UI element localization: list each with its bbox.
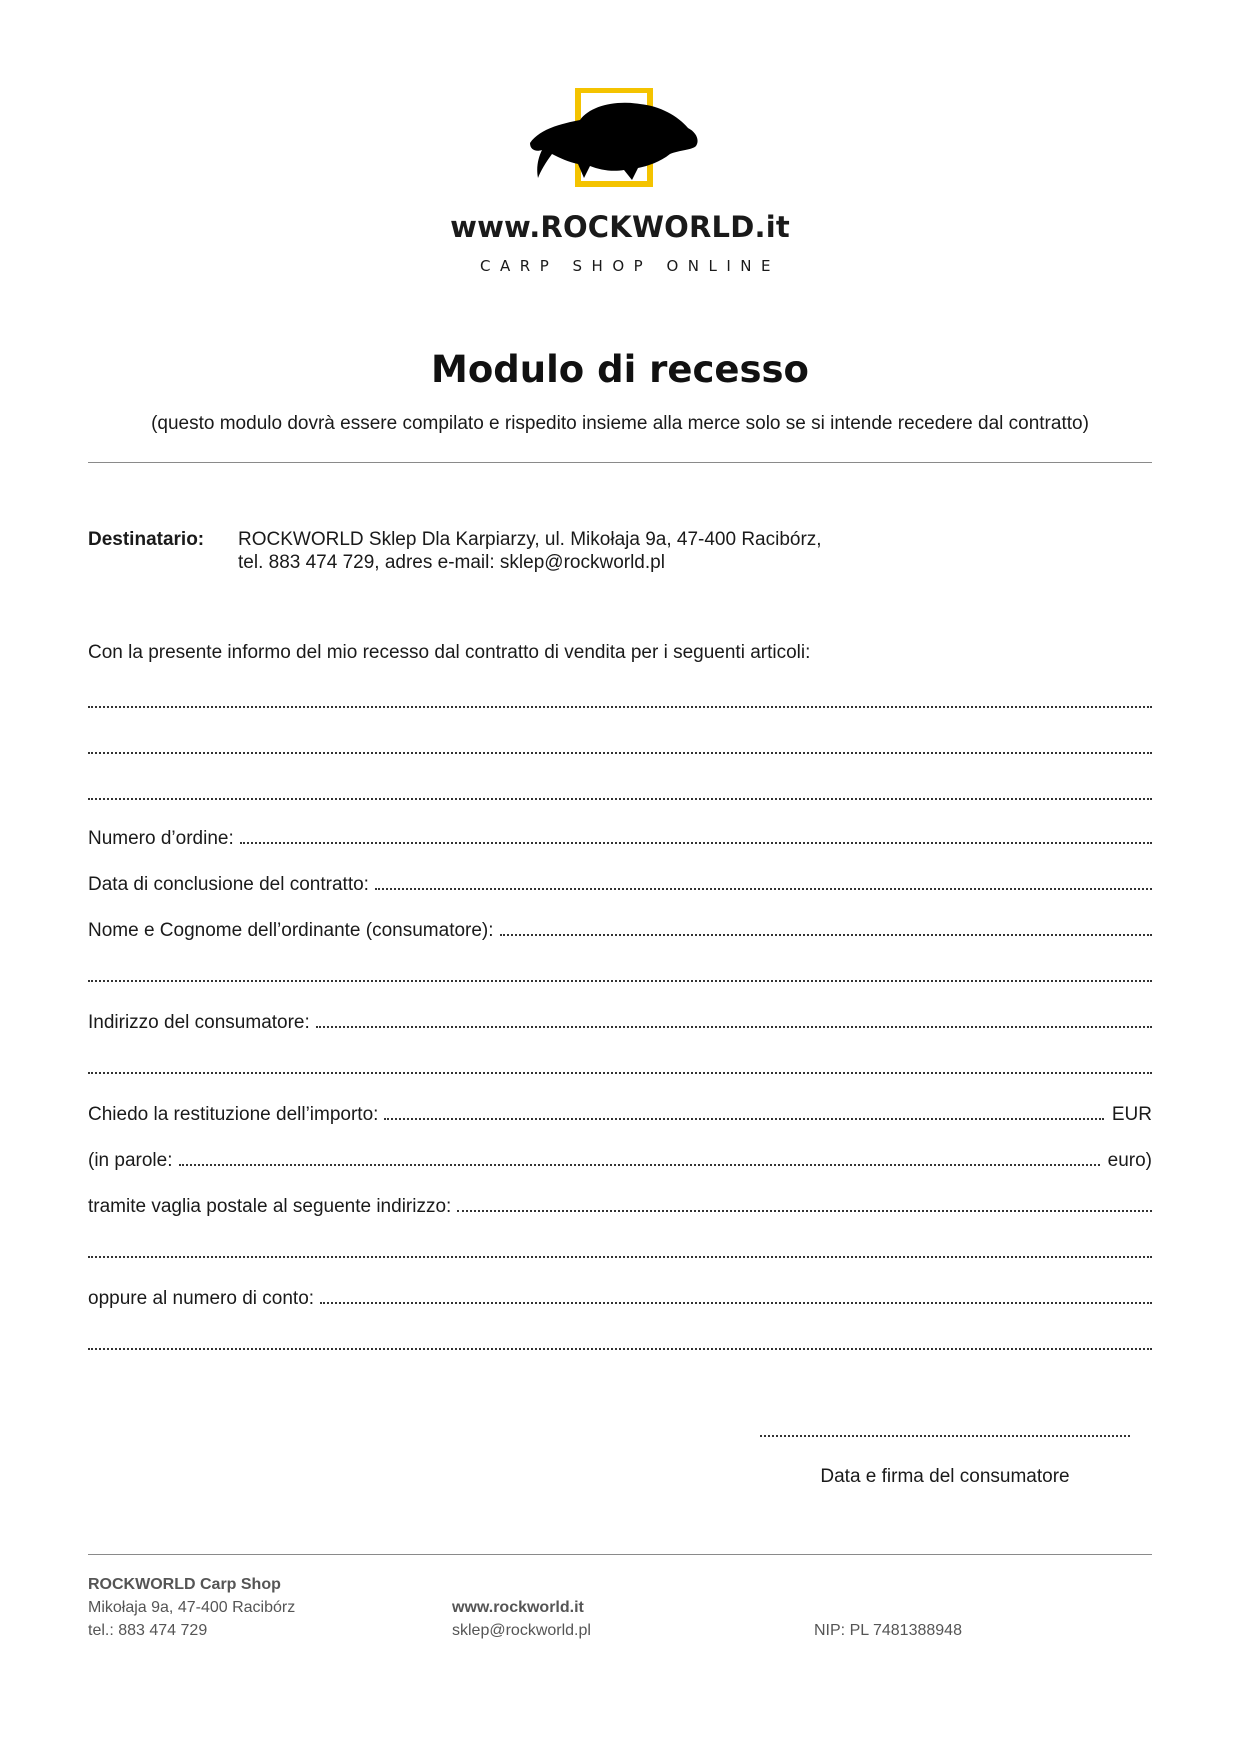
footer-divider bbox=[88, 1554, 1152, 1555]
divider bbox=[88, 462, 1152, 463]
consumer-name-field[interactable] bbox=[88, 914, 1152, 942]
article-line-3[interactable] bbox=[88, 778, 1152, 806]
consumer-address-line-2[interactable] bbox=[88, 1052, 1152, 1080]
page-title: Modulo di recesso bbox=[431, 348, 809, 391]
postal-address-field[interactable] bbox=[88, 1190, 1152, 1218]
carp-fish-icon bbox=[520, 88, 720, 208]
order-number-label: Numero d’ordine: bbox=[88, 828, 234, 849]
postal-address-line-2[interactable] bbox=[88, 1236, 1152, 1264]
account-number-field[interactable] bbox=[88, 1282, 1152, 1310]
signature-line[interactable] bbox=[760, 1434, 1130, 1437]
refund-currency: EUR bbox=[1111, 1104, 1152, 1125]
recipient-line-1: ROCKWORLD Sklep Dla Karpiarzy, ul. Mikołaja 9a, 47-400 Racibórz, bbox=[238, 529, 822, 550]
footer-company: ROCKWORLD Carp Shop bbox=[88, 1576, 281, 1593]
footer-website[interactable]: www.rockworld.it bbox=[452, 1599, 584, 1616]
consumer-name-label: Nome e Cognome dell’ordinante (consumatore): bbox=[88, 920, 494, 941]
refund-amount-field[interactable] bbox=[88, 1098, 1152, 1126]
amount-in-words-field[interactable] bbox=[88, 1144, 1152, 1172]
postal-address-label: tramite vaglia postale al seguente indirizzo: bbox=[88, 1196, 452, 1217]
recipient-line-2: tel. 883 474 729, adres e-mail: sklep@rockworld.pl bbox=[238, 552, 665, 573]
logo-tagline: CARP SHOP ONLINE bbox=[480, 257, 780, 275]
contract-date-label: Data di conclusione del contratto: bbox=[88, 874, 369, 895]
contract-date-field[interactable] bbox=[88, 868, 1152, 896]
intro-text: Con la presente informo del mio recesso dal contratto di vendita per i seguenti articoli: bbox=[88, 642, 811, 663]
signature-label: Data e firma del consumatore bbox=[820, 1466, 1070, 1487]
footer-phone: tel.: 883 474 729 bbox=[88, 1622, 208, 1639]
refund-amount-label: Chiedo la restituzione dell’importo: bbox=[88, 1104, 379, 1125]
footer-email[interactable]: sklep@rockworld.pl bbox=[452, 1622, 591, 1639]
logo-site-text: www.ROCKWORLD.it bbox=[450, 210, 790, 244]
amount-in-words-suffix: euro) bbox=[1107, 1150, 1152, 1171]
article-line-1[interactable] bbox=[88, 686, 1152, 714]
footer-address: Mikołaja 9a, 47-400 Racibórz bbox=[88, 1599, 296, 1616]
article-line-2[interactable] bbox=[88, 732, 1152, 760]
recipient-label: Destinatario: bbox=[88, 529, 205, 550]
consumer-address-field[interactable] bbox=[88, 1006, 1152, 1034]
consumer-name-line-2[interactable] bbox=[88, 960, 1152, 988]
footer-nip: NIP: PL 7481388948 bbox=[814, 1622, 962, 1639]
account-number-line-2[interactable] bbox=[88, 1328, 1152, 1356]
page-subtitle: (questo modulo dovrà essere compilato e rispedito insieme alla merce solo se si intende recedere dal contratto) bbox=[151, 413, 1089, 434]
amount-in-words-label: (in parole: bbox=[88, 1150, 173, 1171]
order-number-field[interactable] bbox=[88, 822, 1152, 850]
account-number-label: oppure al numero di conto: bbox=[88, 1288, 315, 1309]
consumer-address-label: Indirizzo del consumatore: bbox=[88, 1012, 310, 1033]
